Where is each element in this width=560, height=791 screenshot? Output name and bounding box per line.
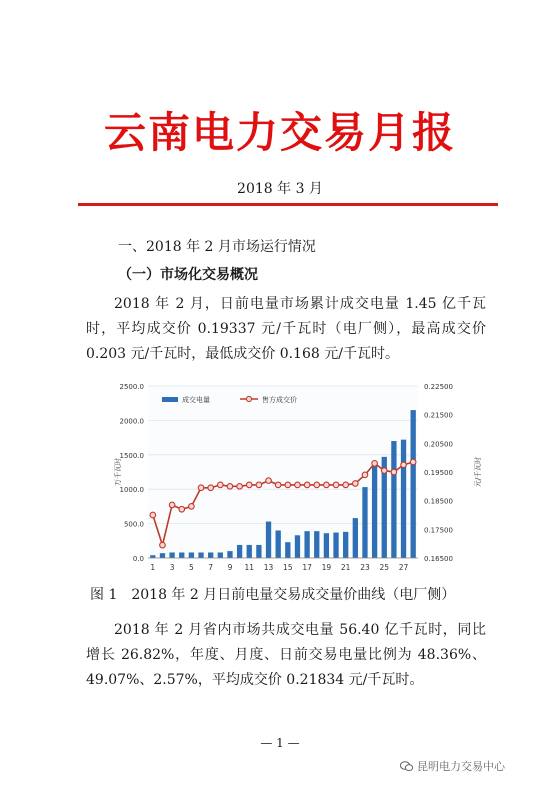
- x-tick-label: 19: [321, 563, 332, 572]
- price-point: [218, 482, 224, 488]
- x-tick-label: 1: [150, 563, 156, 572]
- y2-tick-label: 0.20500: [424, 440, 453, 449]
- x-tick-label: 25: [379, 563, 390, 572]
- legend-label-price: 售方成交价: [262, 396, 297, 404]
- bar-volume: [198, 552, 203, 558]
- price-point: [256, 482, 262, 488]
- watermark: [400, 758, 505, 774]
- y2-axis-title: 元/千瓦时: [474, 456, 482, 488]
- price-point: [324, 482, 330, 488]
- y2-tick-label: 0.16500: [424, 555, 453, 563]
- bar-volume: [372, 463, 377, 558]
- price-point: [401, 462, 407, 468]
- bar-volume: [247, 545, 252, 558]
- bar-volume: [362, 487, 367, 558]
- bar-volume: [343, 532, 348, 558]
- y-tick-label: 500.0: [123, 520, 144, 529]
- price-point: [353, 481, 359, 487]
- y2-tick-label: 0.22500: [424, 383, 453, 391]
- bar-volume: [169, 552, 174, 558]
- bar-volume: [391, 441, 396, 558]
- bar-volume: [218, 552, 223, 558]
- x-tick-label: 7: [208, 563, 214, 572]
- x-tick-label: 15: [283, 563, 293, 572]
- paragraph-2: 2018 年 2 月省内市场共成交电量 56.40 亿千瓦时，同比增长 26.82%，年度、月度、日前交易电量比例为 48.36%、49.07%、2.57%，平均成交价 0.21834 元/千瓦时。: [86, 622, 486, 688]
- bar-volume: [304, 531, 309, 558]
- bar-volume: [256, 545, 261, 558]
- chart-grid: [148, 386, 418, 558]
- x-tick-label: 11: [244, 563, 255, 572]
- price-point: [150, 512, 156, 518]
- legend-label-volume: 成交电量: [182, 396, 210, 404]
- chat-bubbles-icon: [400, 761, 413, 772]
- y-tick-label: 1500.0: [119, 451, 144, 460]
- bar-volume: [276, 530, 281, 558]
- subsection-heading: （一）市场化交易概况: [118, 267, 258, 283]
- report-date: 2018 年 3 月: [237, 181, 323, 197]
- price-point: [160, 542, 166, 548]
- y-tick-label: 2500.0: [119, 383, 144, 391]
- y-tick-label: 2000.0: [119, 417, 144, 426]
- y2-tick-label: 0.19500: [424, 469, 453, 477]
- x-tick-label: 3: [169, 563, 175, 572]
- paragraph-1: 2018 年 2 月，日前电量市场累计成交电量 1.45 亿千瓦时，平均成交价 0.19337 元/千瓦时（电厂侧），最高成交价 0.203 元/千瓦时，最低成交价 0.168 元/千瓦时。: [86, 296, 486, 362]
- price-volume-chart: [112, 376, 492, 580]
- price-point: [208, 485, 214, 491]
- section-heading: 一、2018 年 2 月市场运行情况: [118, 239, 316, 255]
- bar-volume: [333, 533, 338, 558]
- price-point: [295, 482, 301, 488]
- y2-tick-label: 0.21500: [424, 411, 453, 420]
- bar-volume: [179, 552, 184, 558]
- y-tick-label: 1000.0: [119, 486, 144, 495]
- y-axis-title: 万千瓦时: [114, 458, 122, 486]
- price-point: [362, 472, 368, 478]
- bar-volume: [160, 553, 165, 558]
- bar-volume: [285, 542, 290, 558]
- price-point: [314, 482, 320, 488]
- price-point: [246, 482, 252, 488]
- price-point: [189, 504, 195, 510]
- price-point: [198, 485, 204, 491]
- watermark-text: 昆明电力交易中心: [417, 760, 505, 773]
- x-tick-label: 5: [189, 563, 194, 572]
- bar-volume: [189, 552, 194, 558]
- bar-volume: [208, 552, 213, 558]
- price-point: [275, 482, 281, 488]
- price-point: [381, 468, 387, 474]
- bar-volume: [150, 555, 155, 558]
- x-tick-label: 9: [227, 563, 233, 572]
- figure-caption: 图 1 2018 年 2 月日前电量交易成交量价曲线（电厂侧）: [90, 587, 456, 603]
- bar-volume: [227, 551, 232, 558]
- page-number: — 1 —: [260, 736, 300, 750]
- y2-tick-label: 0.17500: [424, 526, 453, 535]
- legend-swatch-volume: [162, 397, 178, 402]
- legend-marker-price: [246, 396, 251, 401]
- price-point: [237, 484, 243, 490]
- bar-volume: [266, 522, 271, 558]
- bar-volume: [411, 410, 416, 558]
- x-tick-label: 23: [360, 563, 370, 572]
- bar-volume: [324, 533, 329, 558]
- price-point: [179, 506, 185, 512]
- price-point: [333, 482, 339, 488]
- report-title: 云南电力交易月报: [103, 108, 456, 157]
- bar-volume: [353, 518, 358, 558]
- price-point: [266, 478, 272, 484]
- plot-area: [148, 386, 418, 558]
- title-divider: [78, 203, 498, 206]
- price-point: [304, 482, 310, 488]
- x-tick-label: 13: [263, 563, 274, 572]
- price-point: [343, 482, 349, 488]
- x-tick-label: 17: [302, 563, 312, 572]
- x-tick-label: 21: [340, 563, 351, 572]
- x-tick-label: 27: [398, 563, 409, 572]
- bar-volume: [314, 531, 319, 558]
- price-point: [169, 502, 175, 508]
- price-point: [410, 459, 416, 465]
- y2-tick-label: 0.18500: [424, 497, 453, 506]
- bar-volume: [401, 440, 406, 558]
- price-point: [285, 482, 291, 488]
- price-point: [391, 469, 397, 475]
- price-point: [227, 484, 233, 490]
- price-point: [372, 461, 378, 467]
- y-tick-label: 0.0: [132, 555, 144, 563]
- bar-volume: [295, 535, 300, 558]
- bar-volume: [237, 545, 242, 558]
